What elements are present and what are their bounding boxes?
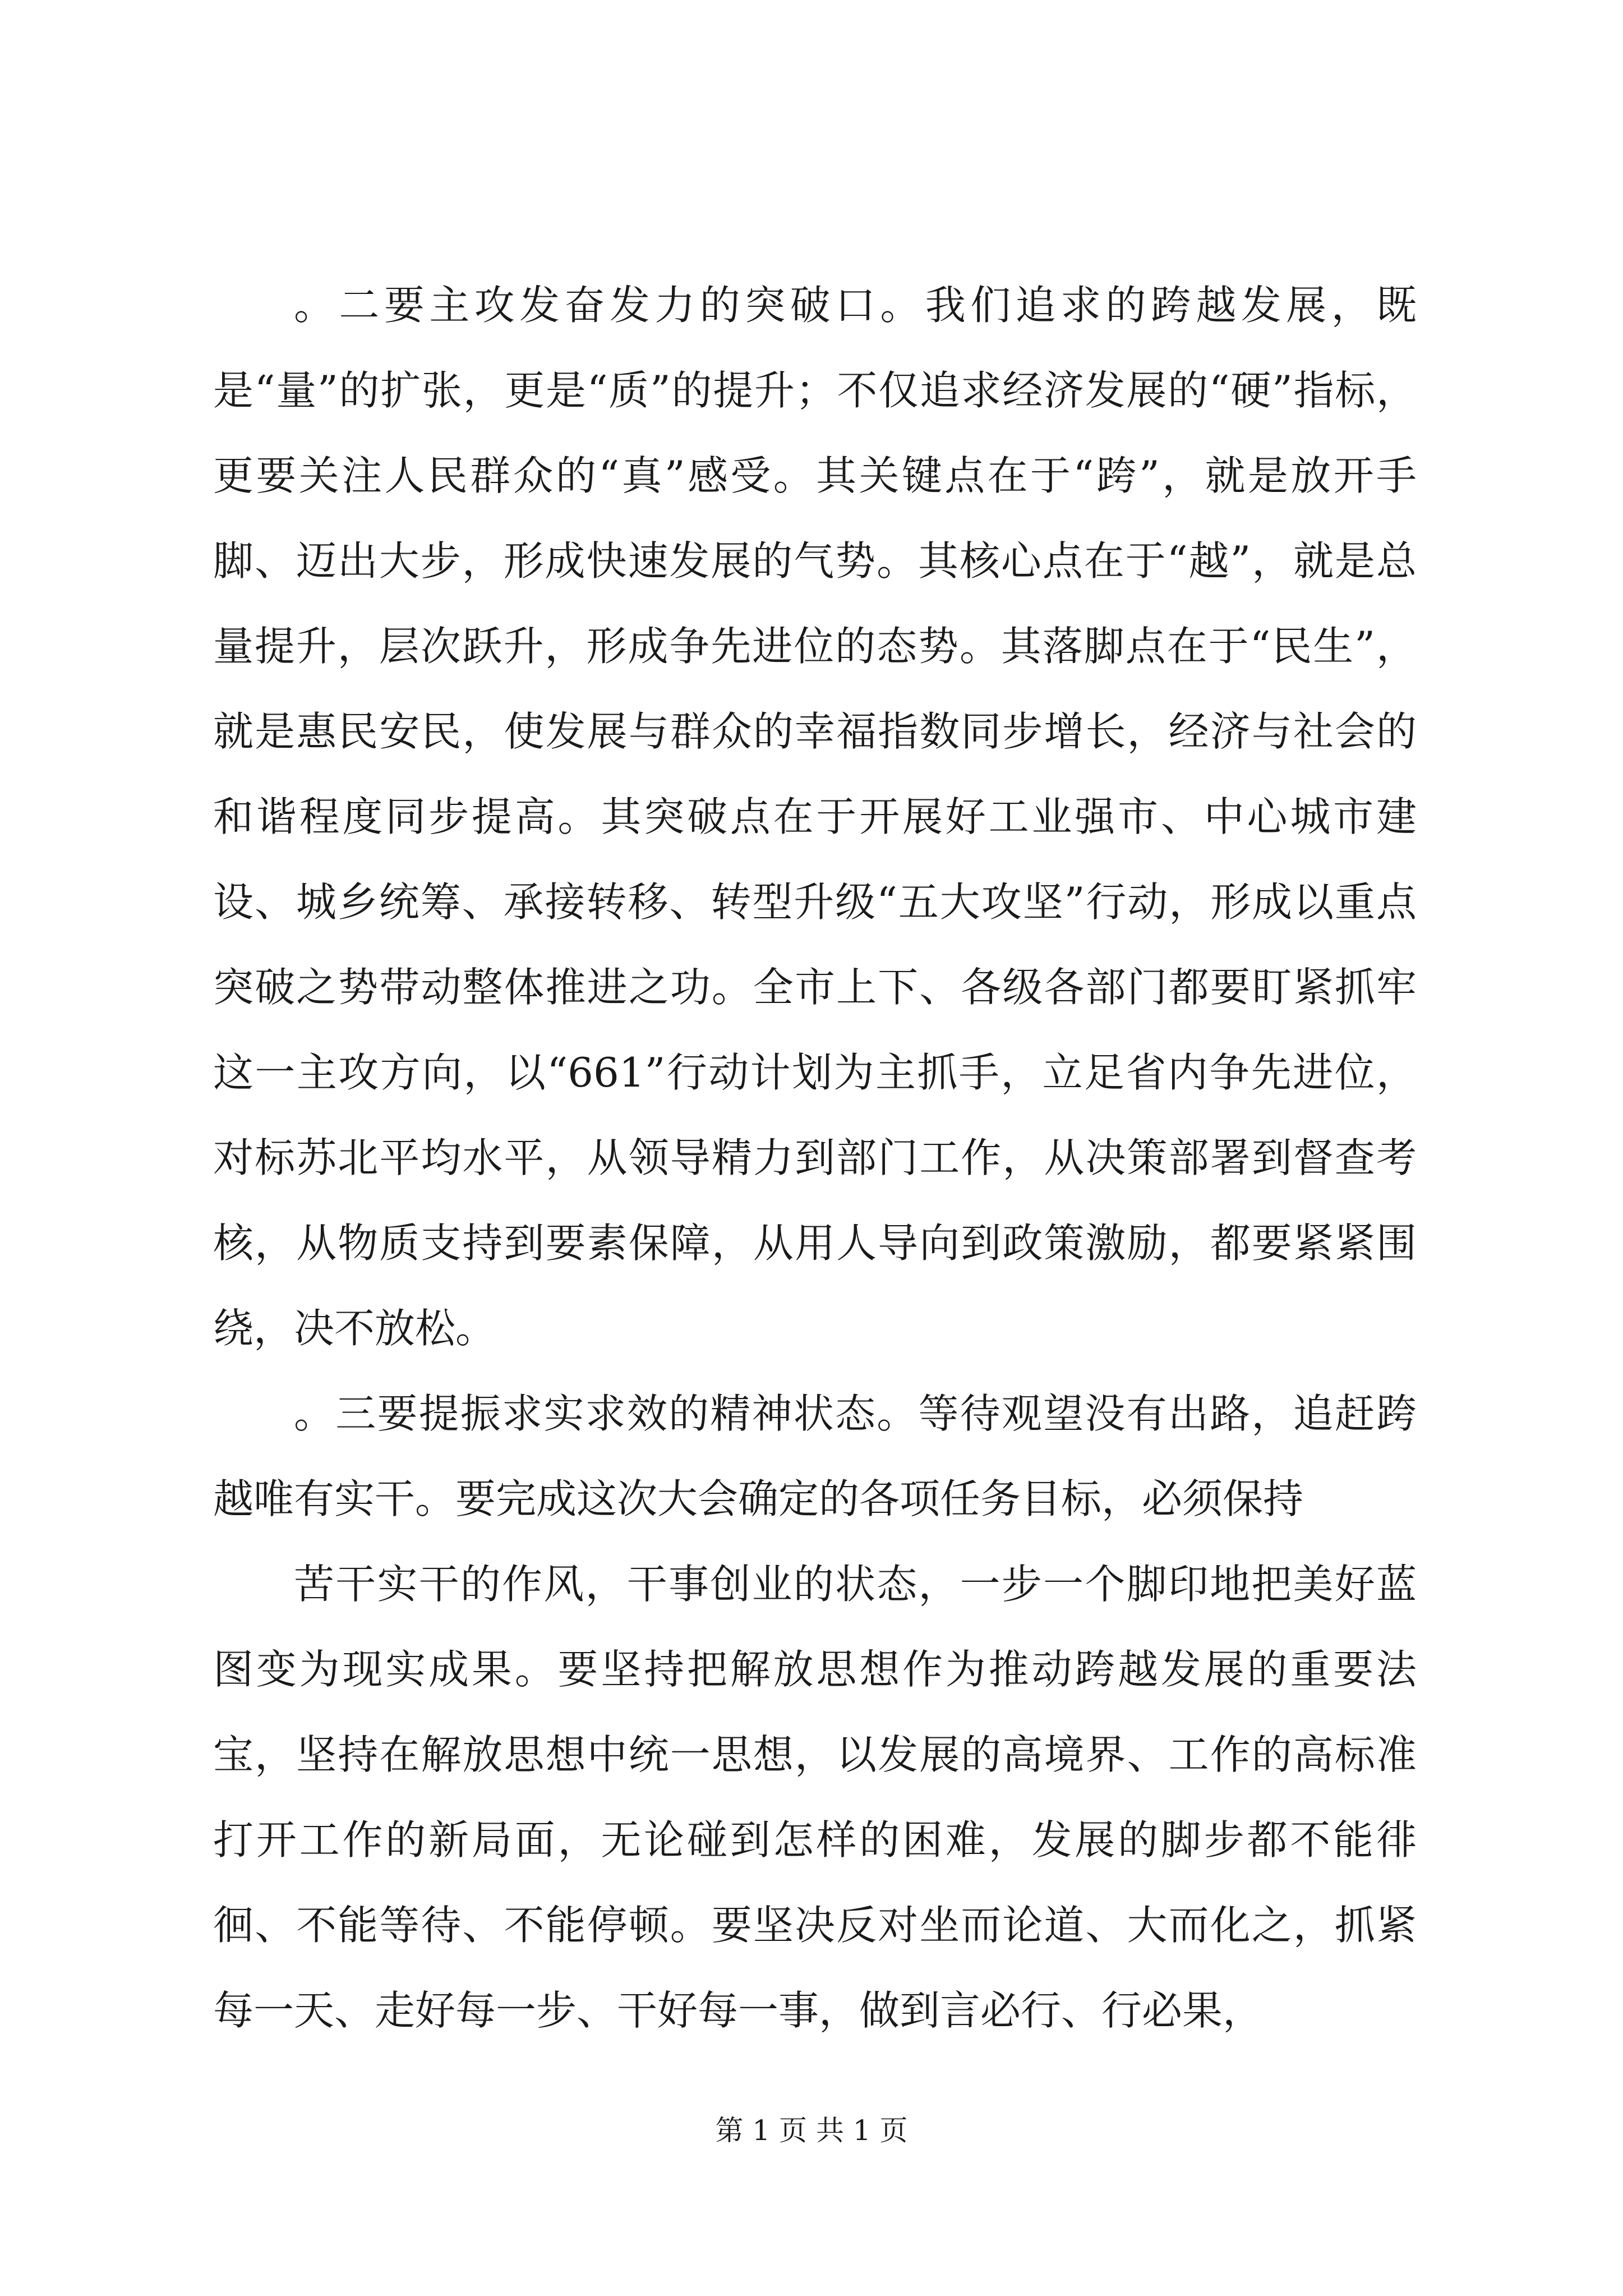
paragraph-2: 。三要提振求实求效的精神状态。等待观望没有出路，追赶跨越唯有实干。要完成这次大会确定的各项任务目标，必须保持 <box>213 1390 1417 1522</box>
paragraph-3: 苦干实干的作风，干事创业的状态，一步一个脚印地把美好蓝图变为现实成果。要坚持把解放思想作为推动跨越发展的重要法宝，坚持在解放思想中统一思想，以发展的高境界、工作的高标准打开工作的新局面，无论碰到怎样的困难，发展的脚步都不能徘徊、不能等待、不能停顿。要坚决反对坐而论道、大而化之，抓紧每一天、走好每一步、干好每一事，做到言必行、行必果， <box>213 1561 1417 2034</box>
document-body <box>213 263 1417 2053</box>
paragraph-1: 。二要主攻发奋发力的突破口。我们追求的跨越发展，既是“量”的扩张，更是“质”的提升；不仅追求经济发展的“硬”指标，更要关注人民群众的“真”感受。其关键点在于“跨”，就是放开手脚、迈出大步，形成快速发展的气势。其核心点在于“越”，就是总量提升，层次跃升，形成争先进位的态势。其落脚点在于“民生”，就是惠民安民，使发展与群众的幸福指数同步增长，经济与社会的和谐程度同步提高。其突破点在于开展好工业强市、中心城市建设、城乡统筹、承接转移、转型升级“五大攻坚”行动，形成以重点突破之势带动整体推进之功。全市上下、各级各部门都要盯紧抓牢这一主攻方向，以“661”行动计划为主抓手，立足省内争先进位，对标苏北平均水平，从领导精力到部门工作，从决策部署到督查考核，从物质支持到要素保障，从用人导向到政策激励，都要紧紧围绕，决不放松。 <box>213 282 1417 1352</box>
page-footer <box>0 2114 1623 2147</box>
page-number-label: 第 1 页 共 1 页 <box>715 2114 908 2147</box>
